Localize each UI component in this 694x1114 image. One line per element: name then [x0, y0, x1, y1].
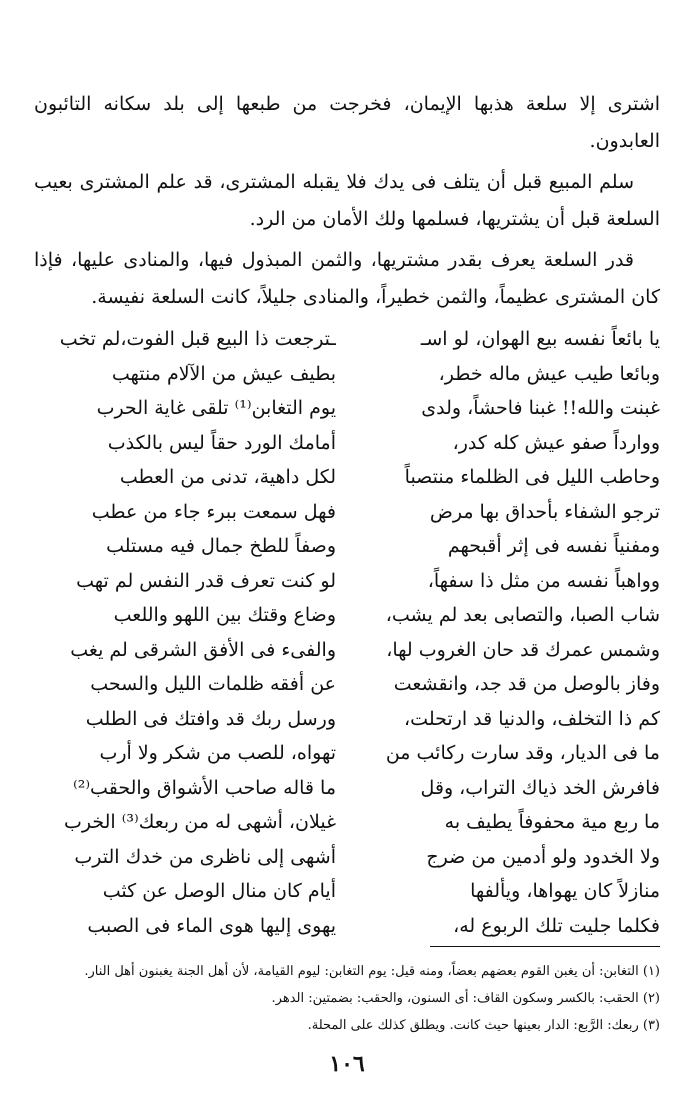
poem-verse-right: ولا الخدود ولو أدمين من ضرج	[426, 845, 660, 868]
book-page	[34, 86, 660, 1114]
paragraph-3: قدر السلعة يعرف بقدر مشتريها، والثمن المبذول فيها، والمنادى عليها، فإذا كان المشترى عظيماً، والثمن خطيراً، والمنادى جليلاً، كانت السلعة نفيسة.	[34, 249, 660, 308]
poem-verse-right: فكلما جليت تلك الربوع له،	[453, 914, 660, 937]
poem-verse-right: وفاز بالوصل من قد جد، وانقشعت	[393, 673, 660, 695]
poem-verse-right: شاب الصبا، والتصابى بعد لم يشب،	[385, 604, 660, 626]
poem-verse-left: تهواه، للصب من شكر ولا أرب	[99, 742, 336, 764]
poem-verse-left: وصفاً للطخ جمال فيه مستلب	[106, 535, 336, 557]
poem-verse-right: وبائعا طيب عيش ماله خطر،	[438, 362, 660, 385]
poem-verse-right: وواهباً نفسه من مثل ذا سفهاً،	[427, 569, 660, 592]
poem-verse-left: يوم التغابن⁽¹⁾ تلقى غاية الحرب	[96, 397, 336, 419]
poem-verse-right: منازلاً كان يهواها، ويألفها	[470, 880, 660, 902]
poem-verse-left: والفىء فى الأفق الشرقى لم يغب	[70, 638, 336, 661]
poem-verse-right: وحاطب الليل فى الظلماء منتصباً	[404, 466, 660, 488]
poem-verse-left: فهل سمعت ببرء جاء من عطب	[91, 500, 336, 523]
poem-left-column	[34, 322, 336, 943]
poem-verse-right: ترجو الشفاء بأحداق بها مرض	[429, 500, 660, 523]
poem-verse-right: ووارداً صفو عيش كله كدر،	[452, 431, 660, 454]
poem-verse-left: لكل داهية، تدنى من العطب	[119, 466, 336, 488]
poem-verse-left: ورسل ربك قد وافتك فى الطلب	[85, 707, 336, 730]
poem-verse-left: يهوى إليها هوى الماء فى الصبب	[87, 914, 336, 937]
poem-verse-left: لو كنت تعرف قدر النفس لم تهب	[76, 569, 336, 592]
paragraph-2: سلم المبيع قبل أن يتلف فى يدك فلا يقبله المشترى، قد علم المشترى بعيب السلعة قبل أن يشتريها، فسلمها ولك الأمان من الرد.	[34, 171, 660, 230]
poem-verse-right: ما ربع مية محفوفاً يطيف به	[444, 811, 660, 833]
poem-verse-right: وشمس عمرك قد حان الغروب لها،	[386, 638, 660, 661]
poem-verse-right: ومفنياً نفسه فى إثر أقبحهم	[447, 535, 660, 557]
poem-verse-right: فافرش الخد ذياك التراب، وقل	[420, 776, 660, 799]
poem-verse-left: غيلان، أشهى له من ربعك⁽³⁾ الخرب	[63, 811, 336, 833]
poem-verse-right: كم ذا التخلف، والدنيا قد ارتحلت،	[404, 707, 660, 730]
poem-right-column	[358, 322, 660, 943]
footnote-divider	[430, 946, 660, 947]
poem-verse-left: أشهى إلى ناظرى من خدك الترب	[74, 845, 336, 868]
poem-verse-left: ما قاله صاحب الأشواق والحقب⁽²⁾	[73, 776, 336, 799]
poem-verse-left: وضاع وقتك بين اللهو واللعب	[113, 604, 336, 626]
poem-verse-left: بطيف عيش من الآلام منتهب	[111, 362, 336, 385]
footnote-2: (٢) الحقب: بالكسر وسكون القاف: أى السنون، والحقب: بضمتين: الدهر.	[271, 991, 660, 1006]
footnotes	[34, 958, 660, 1039]
poem-verse-left: ـترجعت ذا البيع قبل الفوت،لم تخب	[59, 328, 336, 350]
footnote-3: (٣) ربعك: الرَّبع: الدار بعينها حيث كانت. ويطلق كذلك على المحلة.	[307, 1018, 660, 1033]
poem-verse-right: يا بائعاً نفسه بيع الهوان، لو اسـ	[420, 328, 660, 350]
footnote-1: (١) التغابن: أن يغبن القوم بعضهم بعضاً، ومنه قيل: يوم التغابن: ليوم القيامة، لأن أهل الجنة يغبنون أهل النار.	[84, 964, 660, 979]
page-number: ١٠٦	[329, 1051, 365, 1077]
poem	[34, 322, 660, 943]
poem-verse-right: ما فى الديار، وقد سارت ركائب من	[385, 742, 660, 764]
paragraph-1: اشترى إلا سلعة هذبها الإيمان، فخرجت من طبعها إلى بلد سكانه التائبون العابدون.	[34, 93, 660, 152]
poem-verse-left: أيام كان منال الوصل عن كثب	[102, 880, 336, 902]
poem-verse-left: أمامك الورد حقاً ليس بالكذب	[107, 431, 336, 454]
poem-verse-right: غبنت والله!! غبنا فاحشاً، ولدى	[421, 397, 660, 419]
poem-verse-left: عن أفقه ظلمات الليل والسحب	[90, 673, 336, 695]
